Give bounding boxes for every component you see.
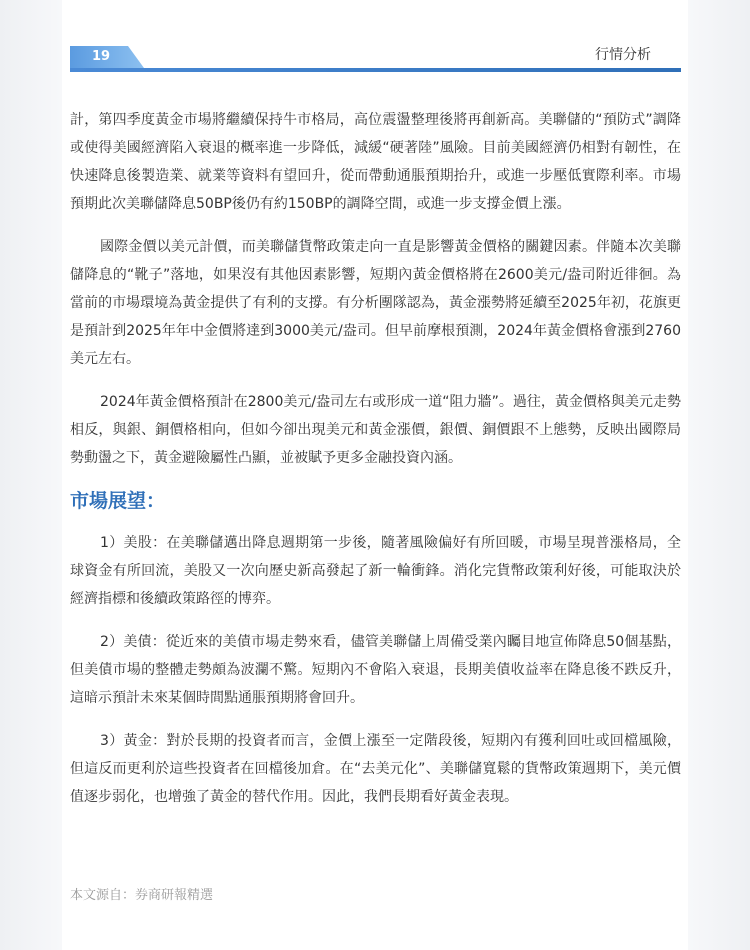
outlook-item-gold: 3）黃金：對於長期的投資者而言，金價上漲至一定階段後，短期內有獲利回吐或回檔風險，但這反而更利於這些投資者在回檔後加倉。在“去美元化”、美聯儲寬鬆的貨幣政策週期下，美元價值逐步弱化，也增強了黃金的替代作用。因此，我們長期看好黃金表現。 <box>70 733 681 805</box>
outlook-item-stocks: 1）美股：在美聯儲邁出降息週期第一步後，隨著風險偏好有所回暖，市場呈現普漲格局，全球資金有所回流，美股又一次向歷史新高發起了新一輪衝鋒。消化完貨幣政策利好後，可能取決於經濟指標和後續政策路徑的博弈。 <box>70 535 681 607</box>
section-label: 行情分析 <box>595 47 651 63</box>
paragraph: 國際金價以美元計價，而美聯儲貨幣政策走向一直是影響黃金價格的關鍵因素。伴隨本次美聯儲降息的“靴子”落地，如果沒有其他因素影響，短期內黃金價格將在2600美元/盎司附近徘徊。為當前的市場環境為黃金提供了有利的支撐。有分析團隊認為，黃金漲勢將延續至2025年初，花旗更是預計到2025年年中金價將達到3000美元/盎司。但早前摩根預測，2024年黃金價格會漲到2760美元左右。 <box>70 239 681 367</box>
page-number: 19 <box>92 49 111 64</box>
page-header <box>70 44 681 74</box>
source-note: 本文源自：券商研報精選 <box>70 888 214 903</box>
section-heading-outlook: 市場展望： <box>70 490 166 512</box>
paragraph: 2024年黃金價格預計在2800美元/盎司左右或形成一道“阻力牆”。過往，黃金價格與美元走勢相反，與銀、銅價格相向，但如今卻出現美元和黃金漲價，銀價、銅價跟不上態勢，反映出國際局勢動盪之下，黃金避險屬性凸顯，並被賦予更多金融投資內涵。 <box>70 394 681 466</box>
article-body <box>70 106 681 826</box>
paragraph-continued: 計，第四季度黃金市場將繼續保持牛市格局，高位震盪整理後將再創新高。美聯儲的“預防式”調降或使得美國經濟陷入衰退的概率進一步降低，減緩“硬著陸”風險。目前美國經濟仍相對有韌性，在快速降息後製造業、就業等資料有望回升，從而帶動通脹預期抬升，或進一步壓低實際利率。市場預期此次美聯儲降息50BP後仍有約150BP的調降空間，或進一步支撐金價上漲。 <box>70 112 681 212</box>
outlook-item-bonds: 2）美債：從近來的美債市場走勢來看，儘管美聯儲上周備受業內矚目地宣佈降息50個基點，但美債市場的整體走勢頗為波瀾不驚。短期內不會陷入衰退，長期美債收益率在降息後不跌反升，這暗示預計未來某個時間點通脹預期將會回升。 <box>70 634 681 706</box>
header-divider <box>70 68 681 72</box>
